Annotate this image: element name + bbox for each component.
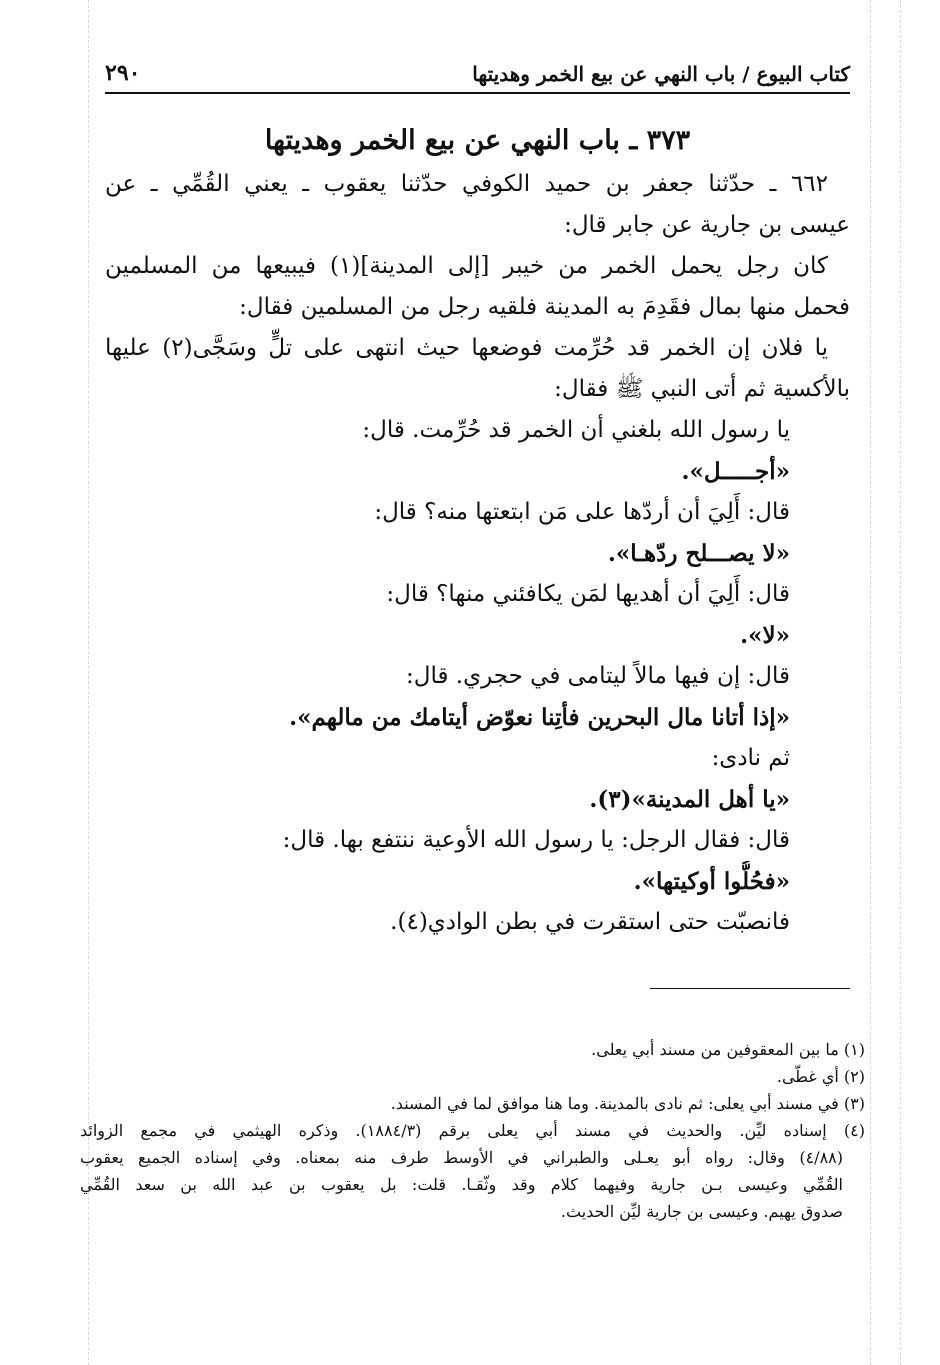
- hadith-line: بالأكسية ثم أتى النبي ﷺ فقال:: [554, 376, 850, 402]
- hadith-line: يا فلان إن الخمر قد حُرِّمت فوضعها حيث انتهى على تلٍّ وسَجَّى(٢) عليها: [105, 335, 829, 361]
- hadith-line: قال: أَلِيَ أن أهديها لمَن يكافئني منها؟ قال:: [386, 581, 790, 607]
- footnote-divider: [650, 988, 850, 989]
- hadith-line: ٦٦٢ ـ حدّثنا جعفر بن حميد الكوفي حدّثنا يعقوب ـ يعني القُمِّي ـ عن: [105, 171, 828, 197]
- running-title: كتاب البيوع / باب النهي عن بيع الخمر وهديتها: [472, 62, 850, 86]
- footnote-line: القُمِّي وعيسى بـن جارية وفيهما كلام وقد وثّقـا. قلت: بل يعقوب بن عبد الله بن سعد القُمِّي: [80, 1175, 843, 1194]
- footnote-line: (١) ما بين المعقوفين من مسند أبي يعلى.: [591, 1040, 865, 1059]
- footnote-line: (٤/٨٨) وقال: رواه أبو يعـلى والطبراني في الأوسط طرف منه بمعناه. وفي إسناده الجميع يعقوب: [80, 1148, 843, 1167]
- prophet-saying: «أجـــــل».: [681, 458, 790, 485]
- chapter-heading: ٣٧٣ ـ باب النهي عن بيع الخمر وهديتها: [264, 125, 691, 156]
- hadith-line: عيسى بن جارية عن جابر قال:: [564, 212, 850, 238]
- scan-guide-line: [870, 0, 871, 1365]
- hadith-line: يا رسول الله بلغني أن الخمر قد حُرِّمت. قال:: [362, 417, 790, 443]
- hadith-line: فحمل منها بمال فقَدِمَ به المدينة فلقيه رجل من المسلمين فقال:: [239, 294, 850, 320]
- main-text: [105, 118, 850, 943]
- prophet-saying: «لا يصـــلح ردّهـا».: [607, 540, 790, 567]
- footnote-line: (٢) أي غطّى.: [776, 1067, 865, 1086]
- hadith-line: قال: إن فيها مالاً ليتامى في حجري. قال:: [406, 663, 790, 689]
- prophet-saying: «يا أهل المدينة»(٣).: [589, 786, 790, 813]
- page-header: [105, 52, 850, 94]
- prophet-saying: «فحُلُّوا أوكيتها».: [633, 868, 790, 895]
- hadith-line: فانصبّت حتى استقرت في بطن الوادي(٤).: [390, 909, 790, 935]
- prophet-saying: «لا».: [740, 622, 790, 649]
- hadith-line: كان رجل يحمل الخمر من خيبر [إلى المدينة](١) فيبيعها من المسلمين: [105, 253, 829, 279]
- footnote-line: (٣) في مسند أبي يعلى: ثم نادى بالمدينة. وما هنا موافق لما في المسند.: [390, 1094, 865, 1113]
- footnotes: [80, 1036, 865, 1225]
- hadith-line: قال: فقال الرجل: يا رسول الله الأوعية ننتفع بها. قال:: [282, 827, 790, 853]
- scan-guide-line: [900, 0, 901, 1365]
- hadith-line: قال: أَلِيَ أن أردّها على مَن ابتعتها منه؟ قال:: [374, 499, 790, 525]
- footnote-line: (٤) إسناده ليِّن. والحديث في مسند أبي يعلى برقم (١٨٨٤/٣). وذكره الهيثمي في مجمع الزوائد: [80, 1121, 865, 1140]
- prophet-saying: «إذا أتانا مال البحرين فأتِنا نعوّض أيتامك من مالهم».: [289, 704, 790, 731]
- footnote-line: صدوق يهيم. وعيسى بن جارية ليِّن الحديث.: [560, 1202, 843, 1221]
- hadith-line: ثم نادى:: [711, 745, 790, 771]
- page-number: ٢٩٠: [105, 60, 141, 86]
